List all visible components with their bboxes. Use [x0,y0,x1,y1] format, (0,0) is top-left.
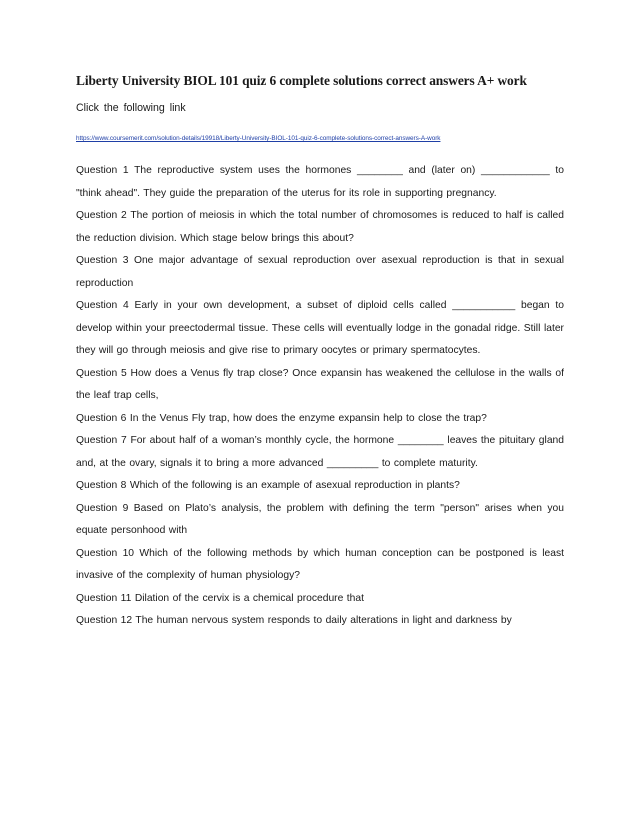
document-title: Liberty University BIOL 101 quiz 6 complete solutions correct answers A+ work [76,73,527,88]
question-item: Question 6 In the Venus Fly trap, how does the enzyme expansin help to close the trap? [76,412,487,424]
question-item: Question 8 Which of the following is an example of asexual reproduction in plants? [76,480,460,491]
question-item: Question 9 Based on Plato’s analysis, the problem with defining the term "person" arises when you equate personhood with [76,502,564,536]
question-list [76,160,564,633]
solution-link[interactable]: https://www.coursemerit.com/solution-details/19918/Liberty-University-BIOL-101-quiz-6-complete-solutions-correct-answers-A-work [76,135,441,142]
question-item: Question 12 The human nervous system responds to daily alterations in light and darkness by [76,615,512,626]
question-item: Question 7 For about half of a woman’s monthly cycle, the hormone ________ leaves the pituitary gland and, at the ovary, signals it to bring a more advanced _________ to complete maturity. [76,435,564,469]
question-item: Question 11 Dilation of the cervix is a chemical procedure that [76,592,364,604]
question-item: Question 10 Which of the following methods by which human conception can be postponed is least invasive of the complexity of human physiology? [76,547,564,581]
click-instruction: Click the following link [76,102,186,114]
question-item: Question 3 One major advantage of sexual reproduction over asexual reproduction is that in sexual reproduction [76,255,564,289]
question-item: Question 1 The reproductive system uses the hormones ________ and (later on) ____________ to "think ahead". They guide the preparation of the uterus for its role in supporting pregnancy. [76,165,564,199]
question-item: Question 4 Early in your own development, a subset of diploid cells called ___________ began to develop within your preectodermal tissue. These cells will eventually lodge in the gonadal ridge. Still later they will go through meiosis and give rise to primary oocytes or primary spermatocytes. [76,300,564,356]
question-item: Question 5 How does a Venus fly trap close? Once expansin has weakened the cellulose in the walls of the leaf trap cells, [76,367,564,401]
question-item: Question 2 The portion of meiosis in which the total number of chromosomes is reduced to half is called the reduction division. Which stage below brings this about? [76,210,564,244]
